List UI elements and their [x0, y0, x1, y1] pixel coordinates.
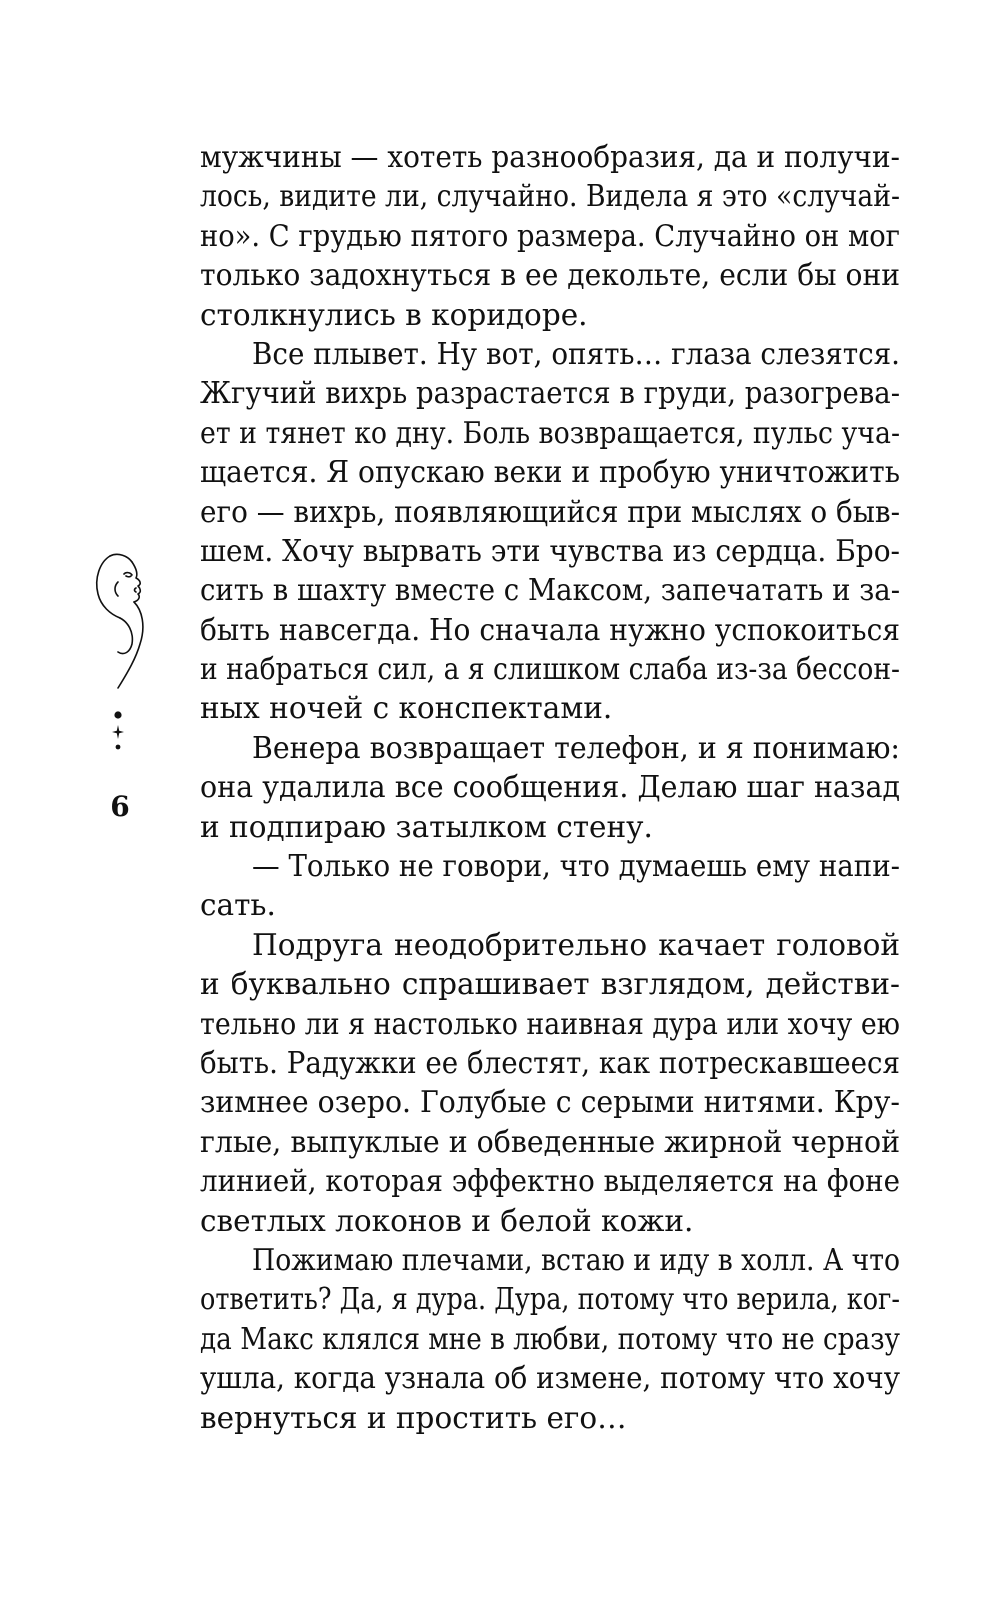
- text-line: вернуться и простить его…: [200, 1400, 627, 1435]
- text-line: Пожимаю плечами, встаю и иду в холл. А что: [252, 1242, 900, 1277]
- text-line: и подпираю затылком стену.: [200, 809, 653, 844]
- text-line: щается. Я опускаю веки и пробую уничтожить: [200, 455, 900, 490]
- text-line: ных ночей с конспектами.: [200, 691, 613, 726]
- text-line: Все плывет. Ну вот, опять… глаза слезятся.: [252, 336, 900, 371]
- text-line: она удалила все сообщения. Делаю шаг назад: [200, 770, 900, 805]
- paragraph: [200, 1241, 900, 1438]
- text-line: лось, видите ли, случайно. Видела я это «случай-: [200, 179, 900, 214]
- text-line: линией, которая эффектно выделяется на фоне: [200, 1164, 900, 1199]
- paragraph: [200, 847, 900, 926]
- text-line: и набраться сил, а я слишком слаба из-за бессон-: [200, 652, 900, 687]
- text-line: Венера возвращает телефон, и я понимаю:: [252, 730, 900, 765]
- body-text: [200, 138, 900, 1438]
- text-line: столкнулись в коридоре.: [200, 297, 588, 332]
- paragraph: [200, 138, 900, 335]
- text-line: сить в шахту вместе с Максом, запечатать и за-: [200, 573, 900, 608]
- text-line: быть. Радужки ее блестят, как потрескавшееся: [200, 1045, 900, 1080]
- text-line: и буквально спрашивает взглядом, действи-: [200, 967, 900, 1002]
- text-line: ушла, когда узнала об измене, потому что хочу: [200, 1361, 900, 1396]
- text-line: тельно ли я настолько наивная дура или хочу ею: [200, 1006, 900, 1041]
- face-profile-line-drawing-icon: [88, 548, 168, 698]
- text-line: ет и тянет ко дну. Боль возвращается, пульс уча-: [200, 415, 900, 450]
- text-line: мужчины — хотеть разнообразия, да и получи-: [200, 140, 900, 174]
- text-line: Подруга неодобрительно качает головой: [252, 927, 900, 962]
- text-line: быть навсегда. Но сначала нужно успокоиться: [200, 612, 900, 647]
- paragraph: [200, 335, 900, 729]
- text-line: его — вихрь, появляющийся при мыслях о быв-: [200, 494, 900, 529]
- text-line: только задохнуться в ее декольте, если бы они: [200, 258, 900, 293]
- page-number: 6: [110, 790, 130, 823]
- text-line: шем. Хочу вырвать эти чувства из сердца. Бро-: [200, 533, 900, 568]
- text-line: да Макс клялся мне в любви, потому что не сразу: [200, 1321, 900, 1356]
- text-line: — Только не говори, что думаешь ему напи-: [252, 849, 900, 884]
- text-line: зимнее озеро. Голубые с серыми нитями. Кру-: [200, 1085, 900, 1120]
- dots-star-ornament-icon: [110, 710, 126, 754]
- text-line: ответить? Да, я дура. Дура, потому что верила, ког-: [200, 1282, 900, 1317]
- paragraph: [200, 729, 900, 847]
- text-line: но». С грудью пятого размера. Случайно он мог: [200, 218, 900, 253]
- text-line: сать.: [200, 888, 276, 923]
- text-line: светлых локонов и белой кожи.: [200, 1203, 694, 1238]
- text-line: глые, выпуклые и обведенные жирной черной: [200, 1124, 900, 1159]
- text-line: Жгучий вихрь разрастается в груди, разогрева-: [200, 376, 900, 411]
- paragraph: [200, 926, 900, 1241]
